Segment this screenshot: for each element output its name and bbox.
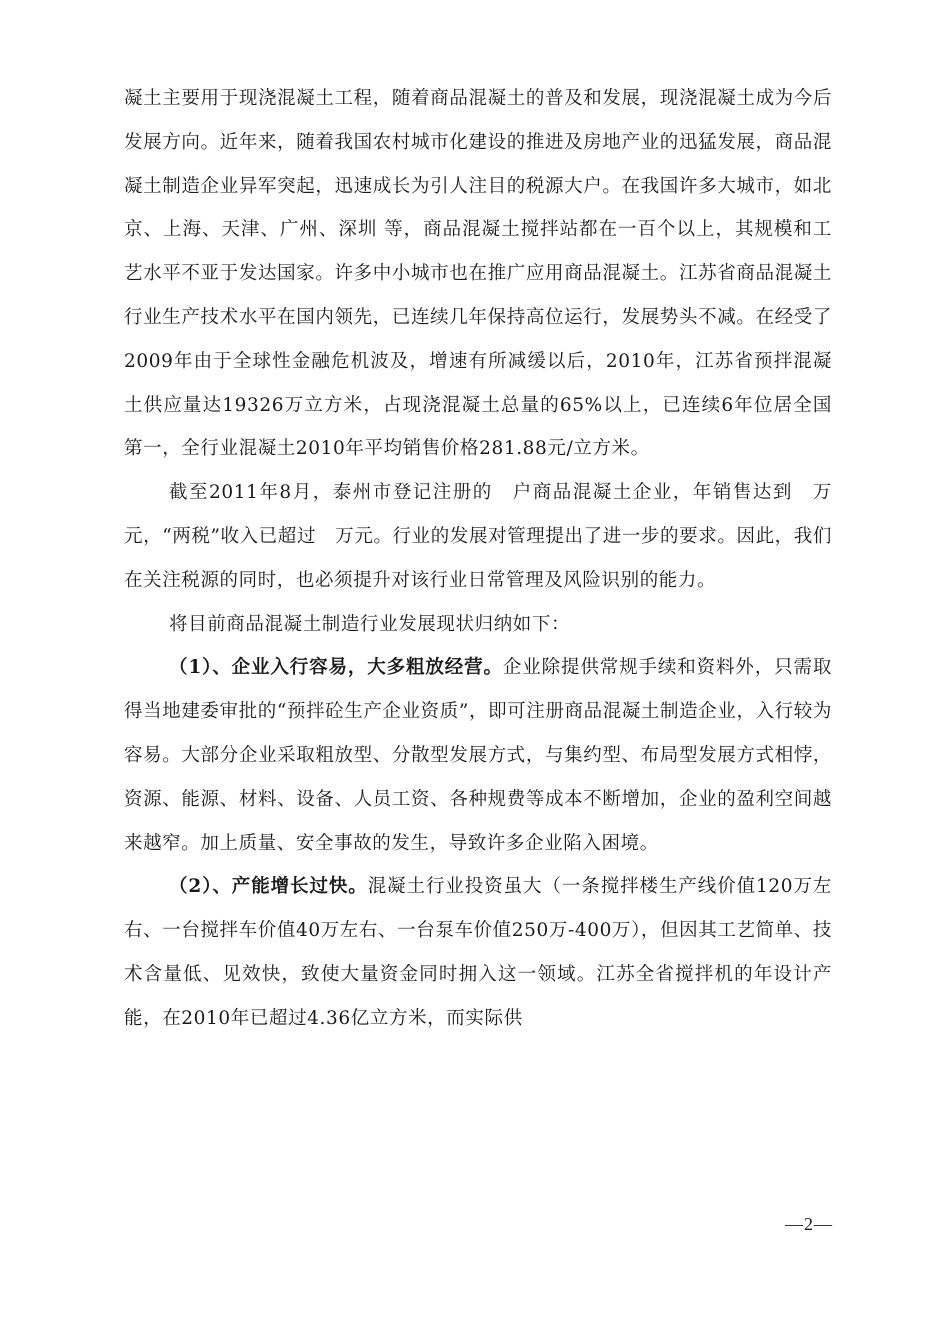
- paragraph-point-2: [124, 865, 832, 1040]
- point-1-heading: （1）、企业入行容易，大多粗放经营。: [169, 657, 503, 679]
- paragraph-text: 凝土主要用于现浇混凝土工程，随着商品混凝土的普及和发展，现浇混凝土成为今后发展方向。近年来，随着我国农村城市化建设的推进及房地产业的迅猛发展，商品混凝土制造企业异军突起，迅速成长为引人注目的税源大户。在我国许多大城市，如北京、上海、天津、广州、深圳 等，商品混凝土搅拌站都在一百个以上，其规模和工艺水平不亚于发达国家。许多中小城市也在推广应用商品混凝土。江苏省商品混凝土行业生产技术水平在国内领先，已连续几年保持高位运行，发展势头不减。在经受了2009年由于全球性金融危机波及，增速有所减缓以后，2010年，江苏省预拌混凝土供应量达19326万立方米，占现浇混凝土总量的65%以上，已连续6年位居全国第一，全行业混凝土2010年平均销售价格281.88元/立方米。: [124, 88, 832, 460]
- page-number: —2—: [785, 1214, 833, 1234]
- paragraph-summary-intro: [124, 603, 832, 647]
- paragraph-text: 截至2011年8月，泰州市登记注册的 户商品混凝土企业，年销售达到 万元，“两税”收入已超过 万元。行业的发展对管理提出了进一步的要求。因此，我们在关注税源的同时，也必须提升对该行业日常管理及风险识别的能力。: [124, 482, 832, 591]
- paragraph-text: 混凝土行业投资虽大（一条搅拌楼生产线价值120万左右、一台搅拌车价值40万左右、一台泵车价值250万-400万），但因其工艺简单、技术含量低、见效快，致使大量资金同时拥入这一领域。江苏全省搅拌机的年设计产能，在2010年已超过4.36亿立方米，而实际供: [124, 876, 832, 1029]
- paragraph-industry-background: [124, 77, 832, 471]
- paragraph-taizhou-status: [124, 471, 832, 602]
- paragraph-text: 将目前商品混凝土制造行业发展现状归纳如下：: [169, 613, 571, 635]
- document-body: [124, 77, 832, 1041]
- point-2-heading: （2）、产能增长过快。: [169, 876, 368, 898]
- paragraph-text: 企业除提供常规手续和资料外，只需取得当地建委审批的“预拌砼生产企业资质”，即可注册商品混凝土制造企业，入行较为容易。大部分企业采取粗放型、分散型发展方式，与集约型、布局型发展方式相悖，资源、能源、材料、设备、人员工资、各种规费等成本不断增加，企业的盈利空间越来越窄。加上质量、安全事故的发生，导致许多企业陷入困境。: [124, 657, 832, 854]
- paragraph-point-1: [124, 646, 832, 865]
